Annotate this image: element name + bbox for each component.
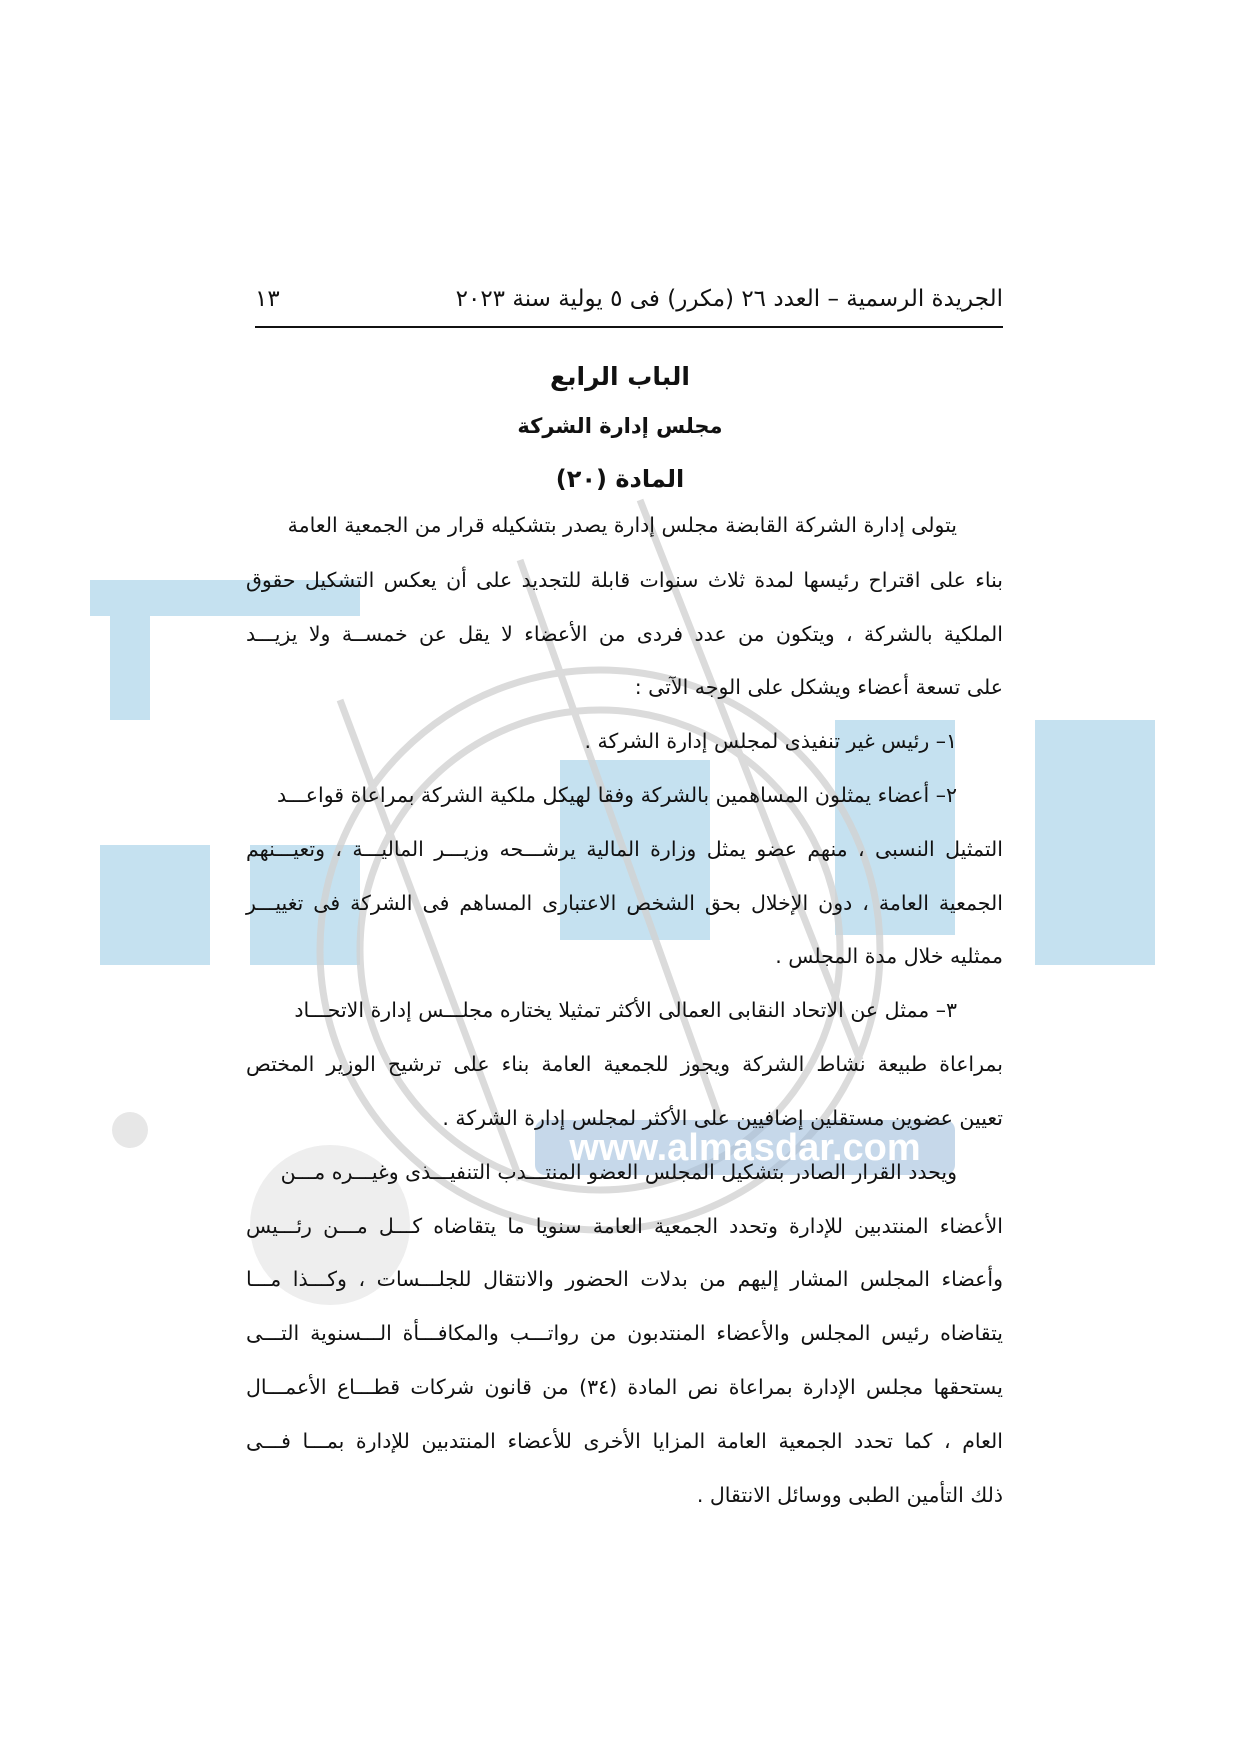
text-line: ممثليه خلال مدة المجلس . — [775, 944, 1003, 968]
list-item: ٣– ممثل عن الاتحاد النقابى العمالى الأكثر تمثيلا يختاره مجلـــس إدارة الاتحـــاد — [294, 998, 957, 1022]
page-header — [255, 286, 1003, 328]
watermark-url-text: www.almasdar.com — [569, 1127, 921, 1169]
text-line: بمراعاة طبيعة نشاط الشركة ويجوز للجمعية العامة بناء على ترشيح الوزير المختص — [246, 1052, 1003, 1076]
text-line: وأعضاء المجلس المشار إليهم من بدلات الحضور والانتقال للجلـــسات ، وكـــذا مـــا — [246, 1267, 1003, 1291]
text-line: يتقاضاه رئيس المجلس والأعضاء المنتدبون من رواتـــب والمكافـــأة الـــسنوية التـــى — [246, 1321, 1003, 1345]
list-item: ١– رئيس غير تنفيذى لمجلس إدارة الشركة . — [584, 729, 957, 753]
text-line: الأعضاء المنتدبين للإدارة وتحدد الجمعية العامة سنويا ما يتقاضاه كـــل مـــن رئـــيس — [246, 1214, 1003, 1238]
text-line: على تسعة أعضاء ويشكل على الوجه الآتى : — [634, 675, 1003, 699]
text-line: تعيين عضوين مستقلين إضافيين على الأكثر لمجلس إدارة الشركة . — [442, 1106, 1003, 1130]
text-line: العام ، كما تحدد الجمعية العامة المزايا الأخرى للأعضاء المنتدبين للإدارة بمـــا فـــى — [246, 1429, 1003, 1453]
gazette-title: الجريدة الرسمية – العدد ٢٦ (مكرر) فى ٥ يولية سنة ٢٠٢٣ — [455, 286, 1003, 312]
text-line: ويحدد القرار الصادر بتشكيل المجلس العضو المنتـــدب التنفيـــذى وغيـــره مـــن — [280, 1160, 957, 1184]
list-item: ٢– أعضاء يمثلون المساهمين بالشركة وفقا لهيكل ملكية الشركة بمراعاة قواعـــد — [277, 783, 957, 807]
text-line: يتولى إدارة الشركة القابضة مجلس إدارة يصدر بتشكيله قرار من الجمعية العامة — [287, 513, 957, 537]
section-title: مجلس إدارة الشركة — [517, 414, 723, 438]
text-line: التمثيل النسبى ، منهم عضو يمثل وزارة المالية يرشـــحه وزيـــر الماليـــة ، وتعيـــنهم — [246, 837, 1003, 861]
text-line: بناء على اقتراح رئيسها لمدة ثلاث سنوات قابلة للتجديد على أن يعكس التشكيل حقوق — [246, 568, 1003, 592]
text-line: الجمعية العامة ، دون الإخلال بحق الشخص الاعتبارى المساهم فى الشركة فى تغييـــر — [246, 891, 1003, 915]
text-line: الملكية بالشركة ، ويتكون من عدد فردى من الأعضاء لا يقل عن خمســة ولا يزيـــد — [246, 622, 1003, 646]
page-number: ١٣ — [255, 286, 280, 312]
article-title: المادة (٢٠) — [555, 465, 685, 493]
text-line: يستحقها مجلس الإدارة بمراعاة نص المادة (٣٤) من قانون شركات قطـــاع الأعمـــال — [246, 1375, 1003, 1399]
text-line: ذلك التأمين الطبى ووسائل الانتقال . — [696, 1483, 1003, 1507]
part-title: الباب الرابع — [550, 362, 690, 391]
